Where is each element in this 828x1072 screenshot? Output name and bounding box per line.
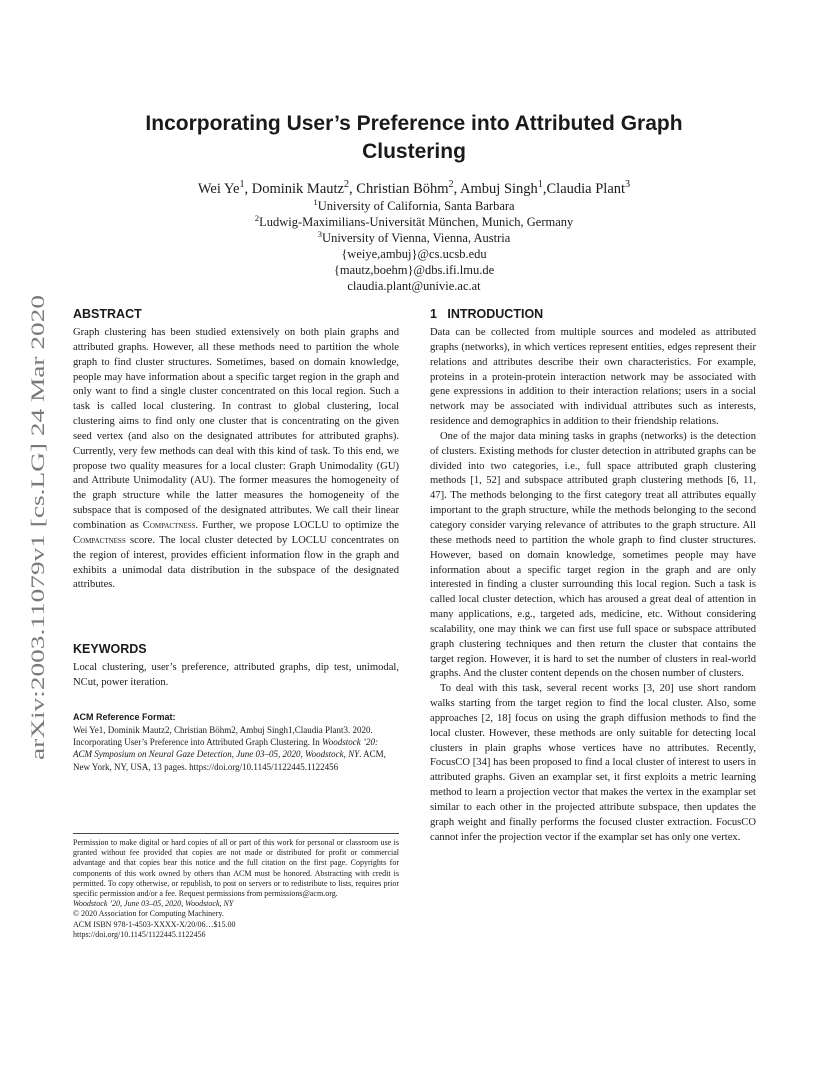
keywords-section <box>73 641 399 691</box>
affiliation-line: $^3$University of Vienna, Vienna, Austria <box>317 228 511 245</box>
abstract-text: Graph clustering has been studied extensively on both plain graphs and attributed graphs. However, all these methods need to partition the whole graph to find cluster structures. Sometimes, based on domain knowledge, people may have information about a specific target region in the graph and only want to find a single cluster concentrated on this local region. Such a task is called local clustering. In contrast to global clustering, local clustering aims to find only one cluster that is concentrating on the given seed vertex (and also on the designated attributes for attributed graphs). Currently, very few methods can deal with this kind of task. To this end, we propose two quality measures for a local cluster: Graph Unimodality (GU) and Attribute Unimodality (AU). The former measures the homogeneity of the graph structure while the latter measures the homogeneity of the subspace that is composed of the designated attributes. We call their linear combination as Compactness. Further, we propose LOCLU to optimize the Compactness score. The local cluster detected by LOCLU concentrates on the region of interest, provides efficient information flow in the graph and exhibits a unimodal data distribution in the subspace of the designated attributes. <box>73 327 399 591</box>
affiliations <box>80 198 748 294</box>
paper-title <box>80 110 748 166</box>
intro-paragraph-2: One of the major data mining tasks in graphs (networks) is the detection of clusters. Existing methods for cluster detection in attributed graphs can be divided into two categories, i.e., full space attributed graph clustering methods [1, 52] and subspace attributed graph clustering methods [6, 11, 47]. The methods belonging to the first category treat all attributes equally important to the graph structure, while the methods belonging to the second category consider varying relevance of attributes to the graph structure. All these methods need to partition the whole graph to find cluster structures. However, based on domain knowledge, sometimes people may have information about a specific target region in the graph and are only interested in finding a cluster surrounding this local region. Such a task is called local cluster detection, which has aroused a great deal of attention in many applications, e.g., targeted ads, medicine, etc. Without considering scalability, one may think we can first use full space or subspace attributed graph clustering techniques and then return the cluster that contains the target region. However, it is hard to set the number of clusters in real-world graphs. And the cluster content depends on the chosen number of clusters. <box>430 430 756 680</box>
introduction-section <box>430 306 756 846</box>
title-line-1: Incorporating User’s Preference into Attributed Graph <box>145 112 683 135</box>
permission-text: Permission to make digital or hard copies of all or part of this work for personal or classroom use is granted without fee provided that copies are not made or distributed for profit or commercial advantage and that copies bear this notice and the full citation on the first page. Copyrights for components of this work owned by others than ACM must be honored. Abstracting with credit is permitted. To copy otherwise, or republish, to post on servers or to redistribute to lists, requires prior specific permission and/or a fee. Request permissions from permissions@acm.org. <box>73 838 399 899</box>
author-list <box>80 180 748 198</box>
introduction-heading: 1 INTRODUCTION <box>430 307 544 321</box>
acm-reference-heading: ACM Reference Format: <box>73 712 176 722</box>
acm-reference-text: Wei Ye1, Dominik Mautz2, Christian Böhm2, Ambuj Singh1,Claudia Plant3. 2020. Incorporating User’s Preference into Attributed Graph Clustering. In Woodstock ’20: ACM Symposium on Neural Gaze Detection, June 03–05, 2020, Woodstock, NY. ACM, New York, NY, USA, 13 pages. https://doi.org/10.1145/1122445.1122456 <box>73 725 386 772</box>
doi-line: https://doi.org/10.1145/1122445.1122456 <box>73 929 206 939</box>
author-name: ,Claudia Plant <box>542 181 626 197</box>
permission-venue: Woodstock ’20, June 03–05, 2020, Woodstock, NY <box>73 899 234 909</box>
author-name: , Ambuj Singh <box>453 181 538 197</box>
permission-notice <box>73 838 399 940</box>
footnote-rule <box>73 833 399 834</box>
intro-paragraph-3: To deal with this task, several recent works [3, 20] use short random walks starting from the target region to find the local cluster. Also, some approaches [2, 18] focus on using the graph diffusion methods to find the local cluster. However, these methods are only suitable for detecting local clusters in plain graphs whose vertices have no attributes. Recently, FocusCO [34] has been proposed to find a local cluster of interest to users in attributed graphs. Given an examplar set, it first exploits a metric learning method to learn a projection vector that makes the vertex in the examplar set similar to each other in the projected attribute subspace, then updates the graph weight and finally performs the focused cluster extraction. FocusCO cannot infer the projection vector if the examplar set has only one vertex. <box>430 683 756 843</box>
author-name: Wei Ye <box>197 181 240 197</box>
copyright-line: © 2020 Association for Computing Machinery. <box>73 909 224 919</box>
affiliation-line: $^2$Ludwig-Maximilians-Universität München, Munich, Germany <box>254 212 574 229</box>
email-line: claudia.plant@univie.ac.at <box>347 279 481 293</box>
abstract-heading: ABSTRACT <box>73 307 142 321</box>
title-line-2: Clustering <box>362 140 466 163</box>
email-line: {mautz,boehm}@dbs.ifi.lmu.de <box>333 263 495 277</box>
intro-paragraph-1: Data can be collected from multiple sources and modeled as attributed graphs (networks), in which vertices represent entities, edges represent their relations and attributes describe their own characteristics. For example, proteins in a protein-protein interaction network may be associated with gene expressions in addition to their interaction relations; users in a social network may be associated with individual attributes such as interests, residence and demographics in addition to their friendship relations. <box>430 327 756 428</box>
affiliation-mark: 2 <box>343 179 350 191</box>
affiliation-mark: 2 <box>448 179 454 191</box>
arxiv-stamp <box>22 290 52 770</box>
affiliation-mark: 3 <box>625 179 631 191</box>
keywords-heading: KEYWORDS <box>73 642 147 656</box>
affiliation-line: $^1$University of California, Santa Barbara <box>313 196 515 213</box>
acm-reference <box>73 711 399 773</box>
abstract-section <box>73 306 399 593</box>
affiliation-mark: 1 <box>537 179 543 191</box>
isbn-line: ACM ISBN 978-1-4503-XXXX-X/20/06…$15.00 <box>73 919 236 929</box>
author-name: , Christian Böhm <box>349 181 449 197</box>
author-name: , Dominik Mautz <box>244 181 344 197</box>
affiliation-mark: 1 <box>239 179 245 191</box>
arxiv-identifier: arXiv:2003.11079v1 [cs.LG] 24 Mar 2020 <box>28 436 49 760</box>
email-line: {weiye,ambuj}@cs.ucsb.edu <box>341 247 487 261</box>
keywords-text: Local clustering, user’s preference, attributed graphs, dip test, unimodal, NCut, power iteration. <box>73 662 399 688</box>
